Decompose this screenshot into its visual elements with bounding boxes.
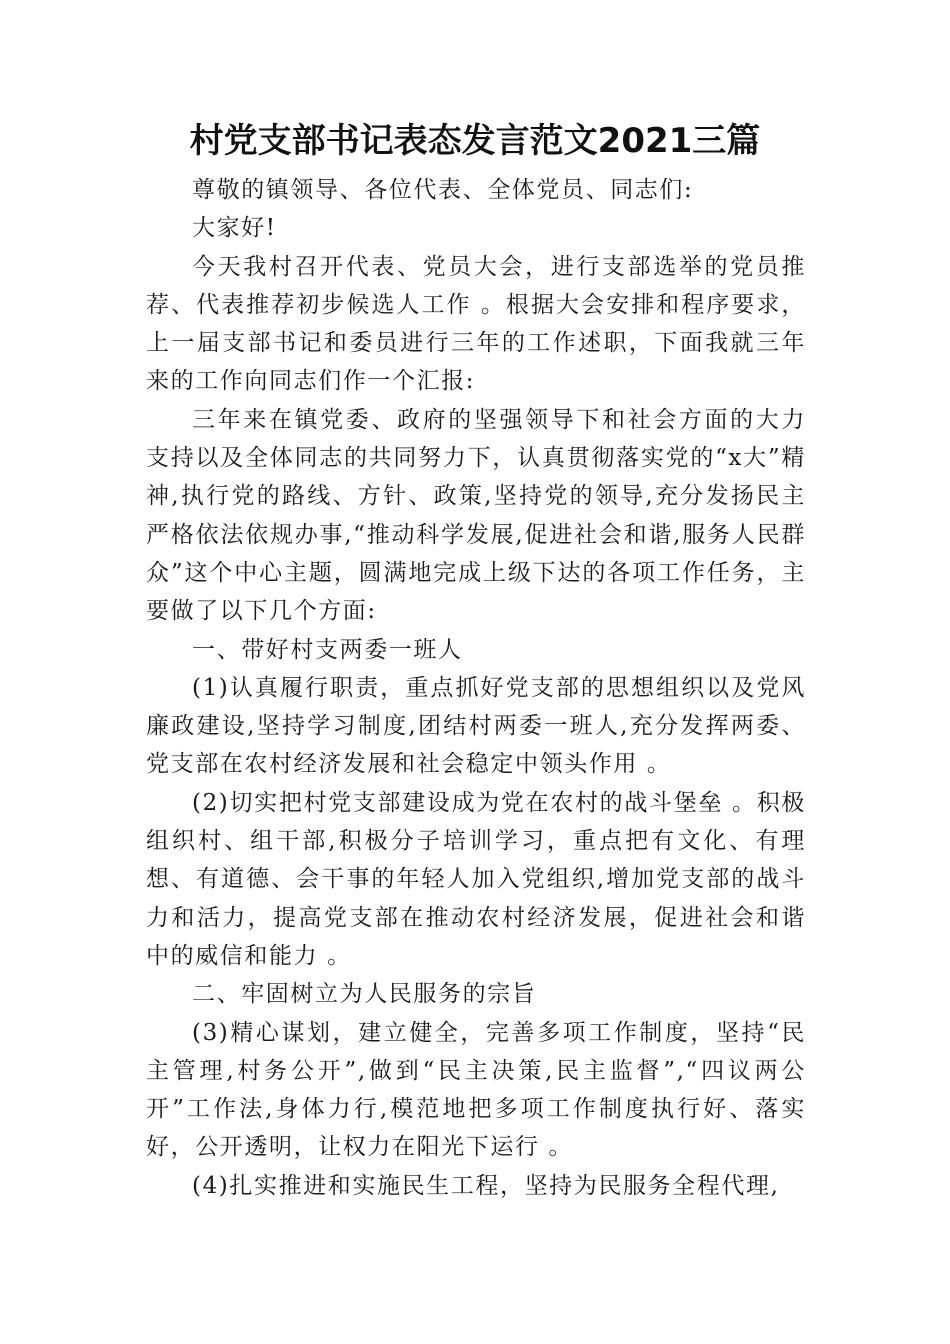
paragraph-intro: 今天我村召开代表、党员大会，进行支部选举的党员推荐、代表推荐初步候选人工作 。根据大会安排和程序要求，上一届支部书记和委员进行三年的工作述职，下面我就三年来的工作向同志们作一个汇报: (146, 253, 806, 395)
paragraph-item-1: (1)认真履行职责，重点抓好党支部的思想组织以及党风廉政建设,坚持学习制度,团结村两委一班人,充分发挥两委、党支部在农村经济发展和社会稳定中领头作用 。 (146, 674, 806, 778)
paragraph-item-3: (3)精心谋划，建立健全，完善多项工作制度，坚持“民主管理,村务公开”,做到“民主决策,民主监督”,“四议两公开”工作法,身体力行,模范地把多项工作制度执行好、落实好，公开透明，让权力在阳光下运行 。 (146, 1019, 806, 1161)
paragraph-summary: 三年来在镇党委、政府的坚强领导下和社会方面的大力支持以及全体同志的共同努力下，认真贯彻落实党的“x大”精神,执行党的路线、方针、政策,坚持党的领导,充分发扬民主严格依法依规办事,“推动科学发展,促进社会和谐,服务人民群众”这个中心主题，圆满地完成上级下达的各项工作任务，主要做了以下几个方面: (146, 406, 806, 625)
paragraph-item-2: (2)切实把村党支部建设成为党在农村的战斗堡垒 。积极组织村、组干部,积极分子培训学习，重点把有文化、有理想、有道德、会干事的年轻人加入党组织,增加党支部的战斗力和活力，提高党支部在推动农村经济发展，促进社会和谐中的威信和能力 。 (146, 789, 806, 969)
document-title: 村党支部书记表态发言范文2021三篇 (189, 121, 761, 161)
document-body (146, 171, 806, 1205)
section-heading-1: 一、带好村支两委一班人 (192, 636, 463, 663)
section-heading-2: 二、牢固树立为人民服务的宗旨 (192, 981, 537, 1008)
paragraph-greeting: 大家好! (192, 215, 277, 242)
paragraph-salutation: 尊敬的镇领导、各位代表、全体党员、同志们: (192, 177, 694, 203)
paragraph-item-4: (4)扎实推进和实施民生工程，坚持为民服务全程代理, (192, 1172, 780, 1199)
